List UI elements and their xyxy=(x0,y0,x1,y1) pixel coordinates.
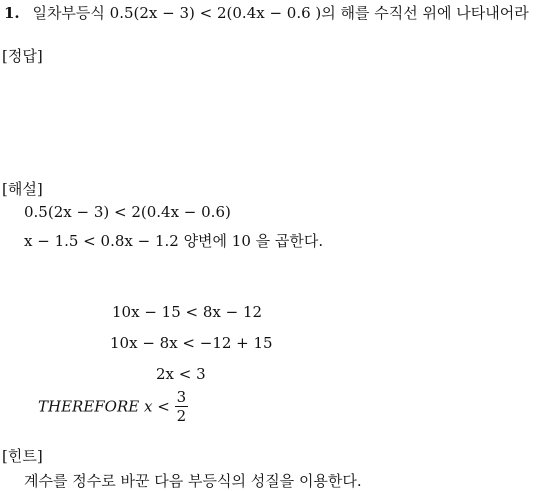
step-3: 2x < 3 xyxy=(156,365,206,383)
answer-label: [정답] xyxy=(2,47,43,65)
question-number: 1. xyxy=(4,4,20,22)
step-1: 10x − 15 < 8x − 12 xyxy=(112,303,263,321)
question-line xyxy=(4,2,529,23)
fraction-numerator: 3 xyxy=(176,388,187,406)
fraction-denominator: 2 xyxy=(176,407,187,425)
step-2: 10x − 8x < −12 + 15 xyxy=(110,334,273,352)
therefore-line xyxy=(38,388,188,425)
explanation-label: [해설] xyxy=(2,180,43,198)
fraction xyxy=(175,388,189,425)
question-text: 일차부등식 0.5(2x − 3) < 2(0.4x − 0.6 )의 해를 수직선 위에 나타내어라 xyxy=(32,4,529,22)
explanation-line-1: 0.5(2x − 3) < 2(0.4x − 0.6) xyxy=(24,203,231,221)
hint-label: [힌트] xyxy=(2,447,43,465)
therefore-text: THEREFORE x < xyxy=(38,397,170,416)
hint-text: 계수를 정수로 바꾼 다음 부등식의 성질을 이용한다. xyxy=(24,472,362,490)
explanation-line-2: x − 1.5 < 0.8x − 1.2 양변에 10 을 곱한다. xyxy=(24,232,324,250)
